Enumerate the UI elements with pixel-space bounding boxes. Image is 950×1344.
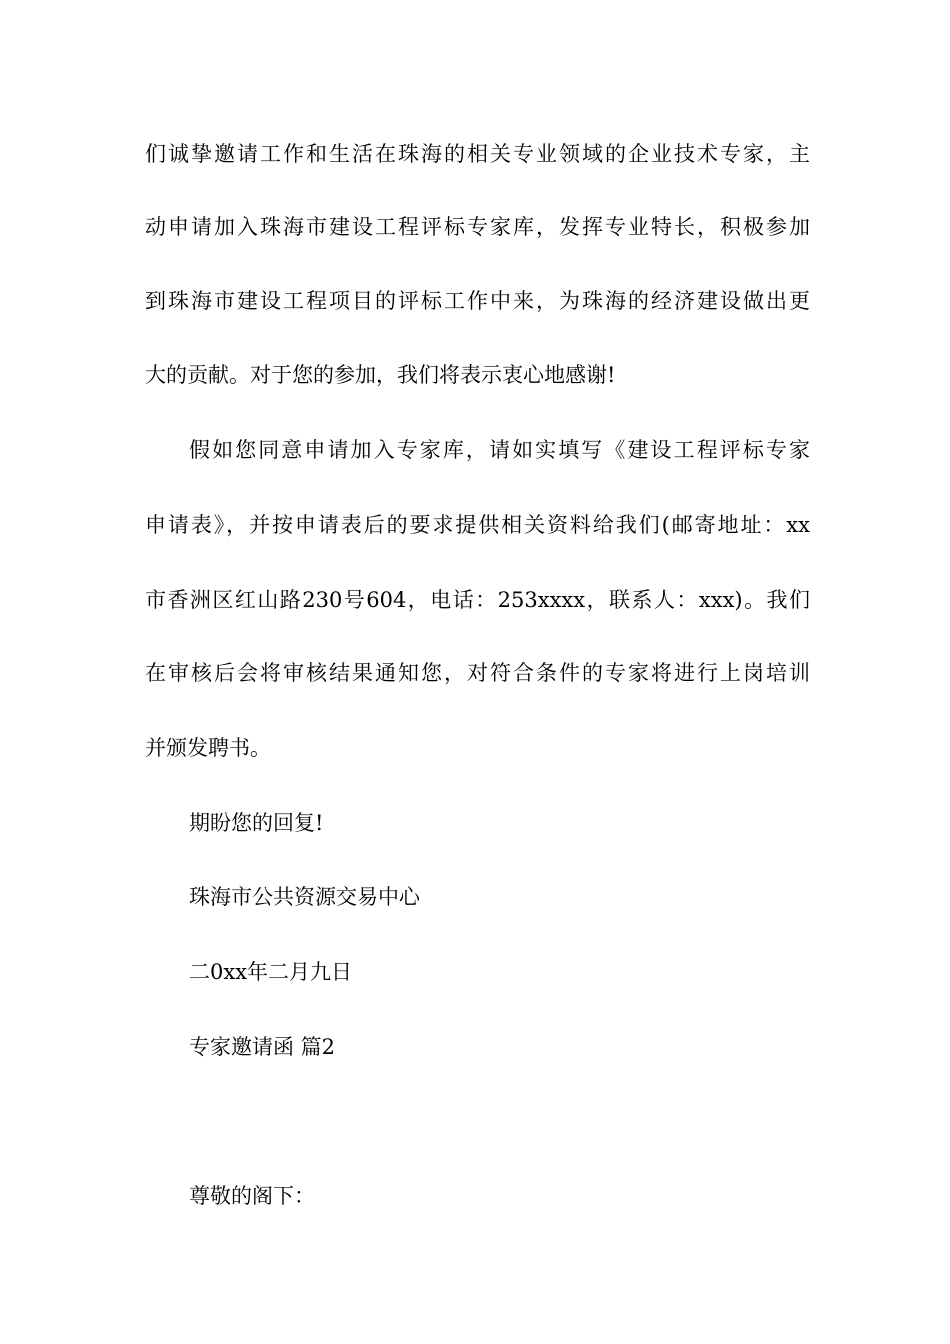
paragraph2-line-3: 市香洲区红山路230号604，电话：253xxxx，联系人：xxx)。我们 [145,588,810,612]
paragraph2-line-2: 申请表》，并按申请表后的要求提供相关资料给我们(邮寄地址：xx [145,513,810,537]
paragraph1-line-4: 大的贡献。对于您的参加，我们将表示衷心地感谢! [145,363,616,387]
paragraph2-line-5: 并颁发聘书。 [145,736,271,760]
closing-line: 期盼您的回复! [189,811,324,835]
paragraph2-line-4: 在审核后会将审核结果通知您，对符合条件的专家将进行上岗培训 [145,661,810,685]
paragraph1-line-3: 到珠海市建设工程项目的评标工作中来，为珠海的经济建设做出更 [145,289,810,313]
salutation-line: 尊敬的阁下： [189,1184,315,1208]
signature-line: 珠海市公共资源交易中心 [189,885,420,909]
paragraph2-line-1: 假如您同意申请加入专家库，请如实填写《建设工程评标专家 [189,438,810,462]
date-line: 二0xx年二月九日 [189,960,353,984]
section-title: 专家邀请函 篇2 [189,1035,336,1059]
paragraph1-line-1: 们诚挚邀请工作和生活在珠海的相关专业领域的企业技术专家，主 [145,142,810,166]
paragraph1-line-2: 动申请加入珠海市建设工程评标专家库，发挥专业特长，积极参加 [145,215,810,239]
